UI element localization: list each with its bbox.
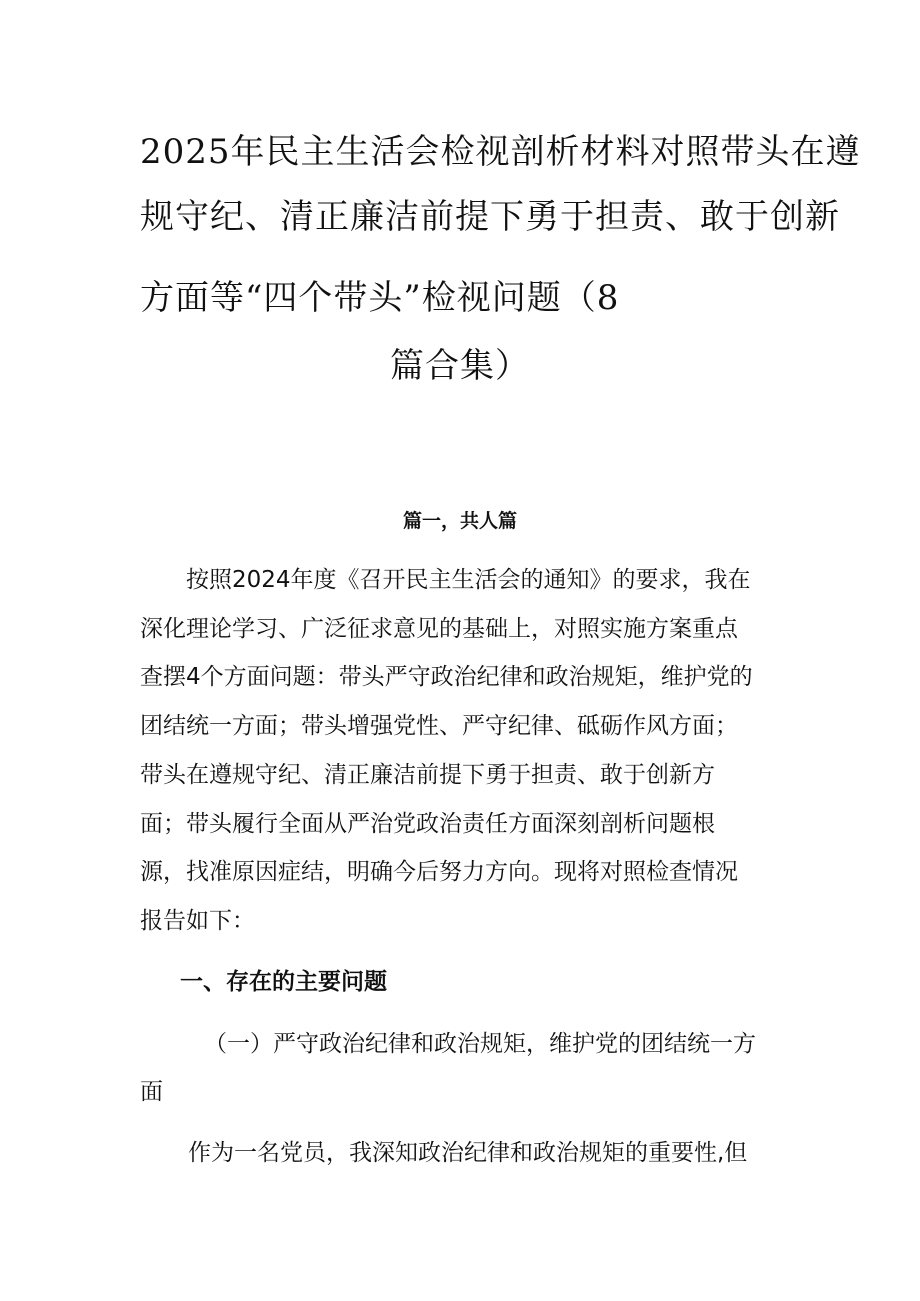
intro-line-8: 报告如下： [140,908,255,934]
paragraph-line-1: 作为一名党员，我深知政治纪律和政治规矩的重要性,但 [188,1140,748,1166]
subheading-line-2: 面 [140,1079,163,1105]
intro-line-4: 团结统一方面；带头增强党性、严守纪律、砥砺作风方面； [140,713,738,739]
document-title-line-2: 规守纪、清正廉洁前提下勇于担责、敢于创新 [140,197,840,237]
document-title-line-4: 篇合集） [390,346,530,386]
section-heading-1: 一、存在的主要问题 [180,969,387,995]
document-title-line-3: 方面等“四个带头”检视问题（8 [140,278,620,318]
document-title-line-1: 2025年民主生活会检视剖析材料对照带头在遵 [140,132,861,172]
intro-line-2: 深化理论学习、广泛征求意见的基础上，对照实施方案重点 [140,616,738,642]
intro-line-3: 查摆4个方面问题：带头严守政治纪律和政治规矩，维护党的 [140,664,753,690]
subheading-line-1: （一）严守政治纪律和政治规矩，维护党的团结统一方 [204,1031,756,1057]
intro-line-6: 面；带头履行全面从严治党政治责任方面深刻剖析问题根 [140,811,715,837]
section-label: 篇一，共人篇 [402,510,517,532]
intro-line-5: 带头在遵规守纪、清正廉洁前提下勇于担责、敢于创新方 [140,762,715,788]
intro-line-7: 源，找准原因症结，明确今后努力方向。现将对照检查情况 [140,859,738,885]
intro-line-1: 按照2024年度《召开民主生活会的通知》的要求，我在 [186,567,751,593]
